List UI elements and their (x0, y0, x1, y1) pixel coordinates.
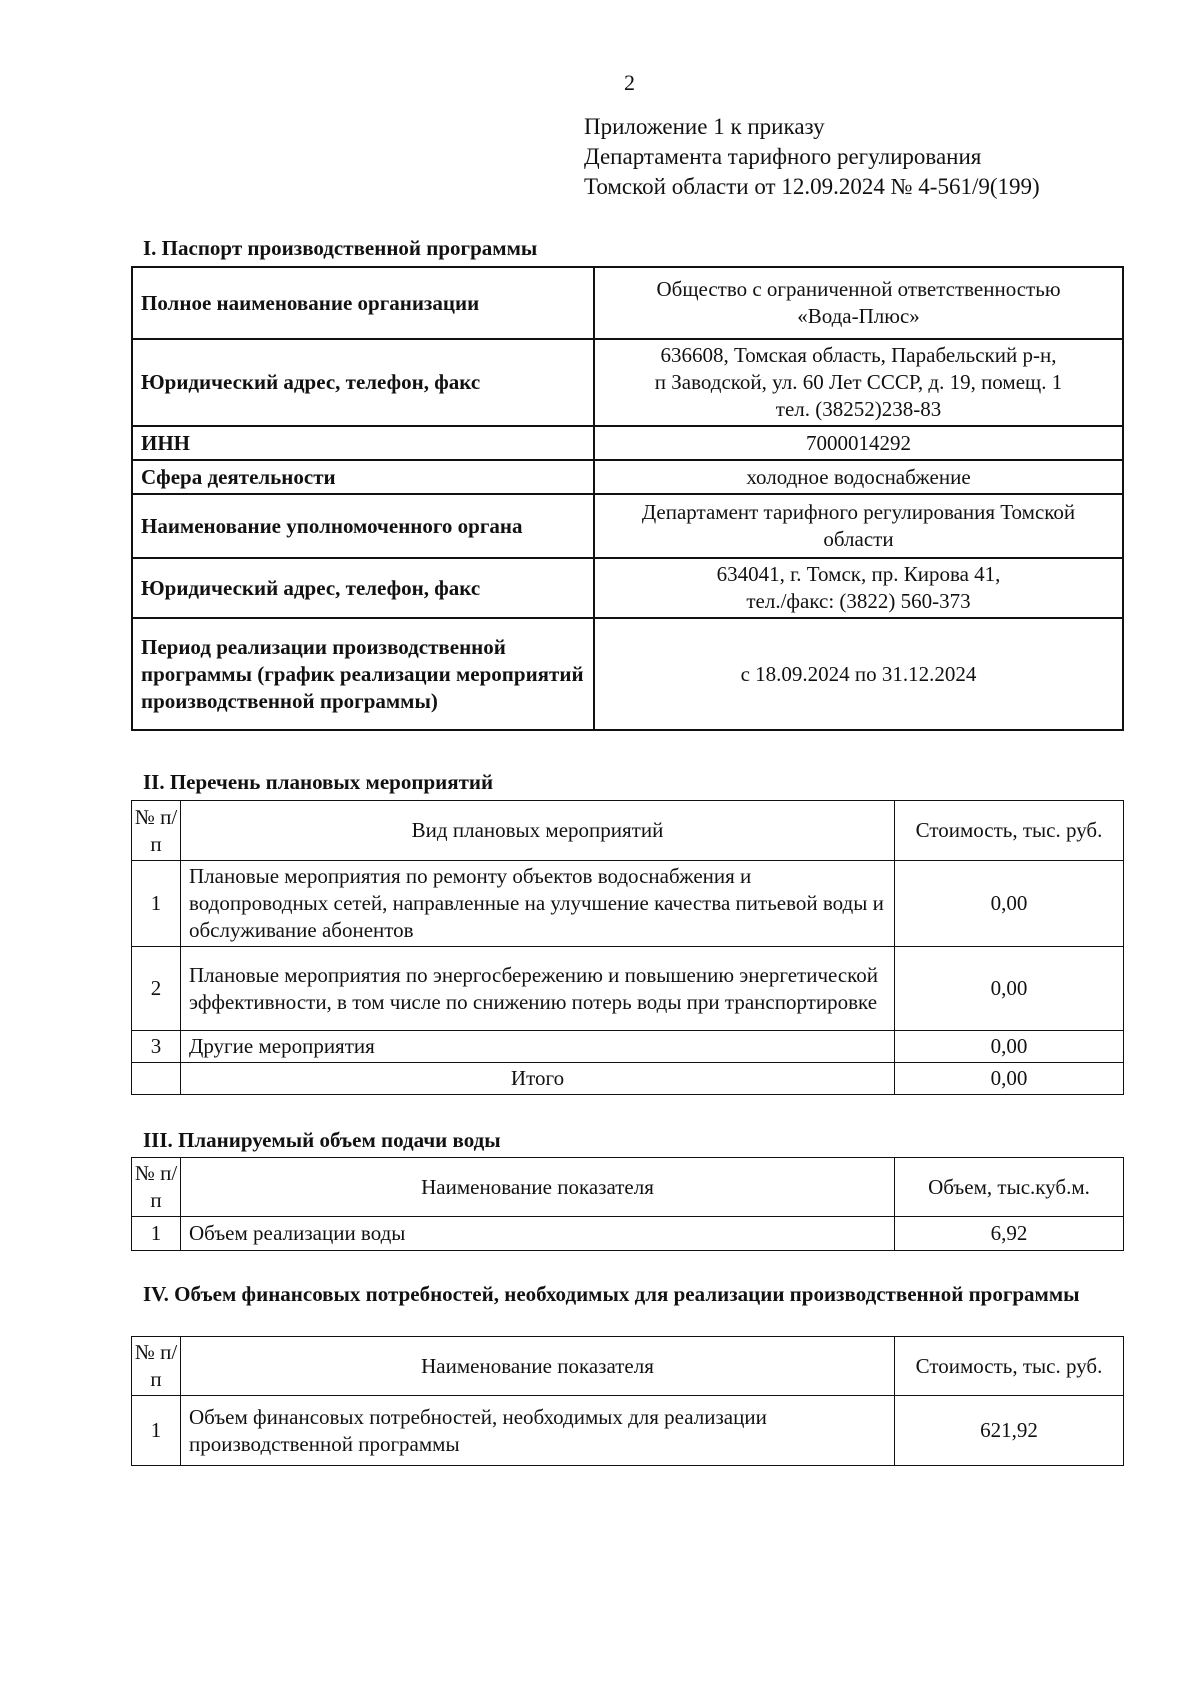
table-row (132, 1031, 1124, 1063)
value-line: области (823, 527, 894, 551)
table-header-row (132, 1337, 1124, 1396)
row-cost: 0,00 (895, 861, 1124, 947)
appendix-line-3: Томской области от 12.09.2024 № 4-561/9(199) (584, 174, 1040, 199)
row-name: Другие мероприятия (181, 1031, 895, 1063)
section-1-title: I. Паспорт производственной программы (143, 236, 538, 260)
table-row (132, 947, 1124, 1031)
header-cost: Стоимость, тыс. руб. (895, 801, 1124, 861)
table-row (132, 1217, 1124, 1251)
header-name: Наименование показателя (181, 1337, 895, 1396)
table-header-row (132, 1158, 1124, 1217)
row-value (594, 558, 1123, 618)
header-num: № п/п (132, 1337, 181, 1396)
header-value: Объем, тыс.куб.м. (895, 1158, 1124, 1217)
table-header-row (132, 801, 1124, 861)
row-value (594, 267, 1123, 339)
header-num: № п/п (132, 1158, 181, 1217)
table-row (132, 339, 1123, 426)
row-num: 1 (132, 1396, 181, 1466)
table-row (132, 618, 1123, 730)
table-row (132, 426, 1123, 460)
row-value: 6,92 (895, 1217, 1124, 1251)
section-2-title: II. Перечень плановых мероприятий (143, 770, 494, 794)
header-cost: Стоимость, тыс. руб. (895, 1337, 1124, 1396)
row-value: холодное водоснабжение (594, 460, 1123, 494)
passport-table (131, 266, 1124, 731)
value-line: тел. (38252)238-83 (775, 397, 942, 421)
row-num (132, 1063, 181, 1095)
financial-needs-table (131, 1336, 1124, 1466)
row-num: 1 (132, 861, 181, 947)
value-line: 634041, г. Томск, пр. Кирова 41, (716, 562, 1001, 586)
row-name: Плановые мероприятия по ремонту объектов водоснабжения и водопроводных сетей, направленные на улучшение качества питьевой воды и обслуживание абонентов (181, 861, 895, 947)
page-number: 2 (624, 70, 635, 95)
table-row (132, 861, 1124, 947)
table-row (132, 267, 1123, 339)
table-row (132, 558, 1123, 618)
appendix-header (584, 112, 1040, 202)
row-name: Объем реализации воды (181, 1217, 895, 1251)
value-line: тел./факс: (3822) 560-373 (746, 589, 971, 613)
value-line: 636608, Томская область, Парабельский р-н, (660, 343, 1057, 367)
header-name: Вид плановых мероприятий (181, 801, 895, 861)
row-num: 2 (132, 947, 181, 1031)
row-value: с 18.09.2024 по 31.12.2024 (594, 618, 1123, 730)
table-row (132, 460, 1123, 494)
table-row (132, 1396, 1124, 1466)
row-cost: 621,92 (895, 1396, 1124, 1466)
table-total-row (132, 1063, 1124, 1095)
row-cost: 0,00 (895, 947, 1124, 1031)
row-num: 1 (132, 1217, 181, 1251)
row-label: Полное наименование организации (132, 267, 594, 339)
total-label: Итого (181, 1063, 895, 1095)
section-4-title: IV. Объем финансовых потребностей, необходимых для реализации производственной программы (143, 1282, 1080, 1306)
row-num: 3 (132, 1031, 181, 1063)
value-line: п Заводской, ул. 60 Лет СССР, д. 19, помещ. 1 (654, 370, 1063, 394)
row-name: Плановые мероприятия по энергосбережению и повышению энергетической эффективности, в том числе по снижению потерь воды при транспортировке (181, 947, 895, 1031)
row-label: Наименование уполномоченного органа (132, 494, 594, 558)
row-cost: 0,00 (895, 1031, 1124, 1063)
value-line: «Вода-Плюс» (797, 304, 920, 328)
row-label: Юридический адрес, телефон, факс (132, 558, 594, 618)
planned-measures-table (131, 800, 1124, 1095)
total-cost: 0,00 (895, 1063, 1124, 1095)
row-label: Сфера деятельности (132, 460, 594, 494)
row-value: 7000014292 (594, 426, 1123, 460)
section-3-title: III. Планируемый объем подачи воды (143, 1128, 501, 1152)
header-name: Наименование показателя (181, 1158, 895, 1217)
value-line: Общество с ограниченной ответственностью (656, 277, 1061, 301)
row-name: Объем финансовых потребностей, необходимых для реализации производственной программы (181, 1396, 895, 1466)
table-row (132, 494, 1123, 558)
appendix-line-1: Приложение 1 к приказу (584, 114, 825, 139)
row-label: Юридический адрес, телефон, факс (132, 339, 594, 426)
row-value (594, 339, 1123, 426)
value-line: Департамент тарифного регулирования Томской (641, 500, 1076, 524)
header-num: № п/п (132, 801, 181, 861)
row-value (594, 494, 1123, 558)
water-volume-table (131, 1157, 1124, 1251)
row-label: Период реализации производственной программы (график реализации мероприятий производственной программы) (132, 618, 594, 730)
appendix-line-2: Департамента тарифного регулирования (584, 144, 982, 169)
row-label: ИНН (132, 426, 594, 460)
